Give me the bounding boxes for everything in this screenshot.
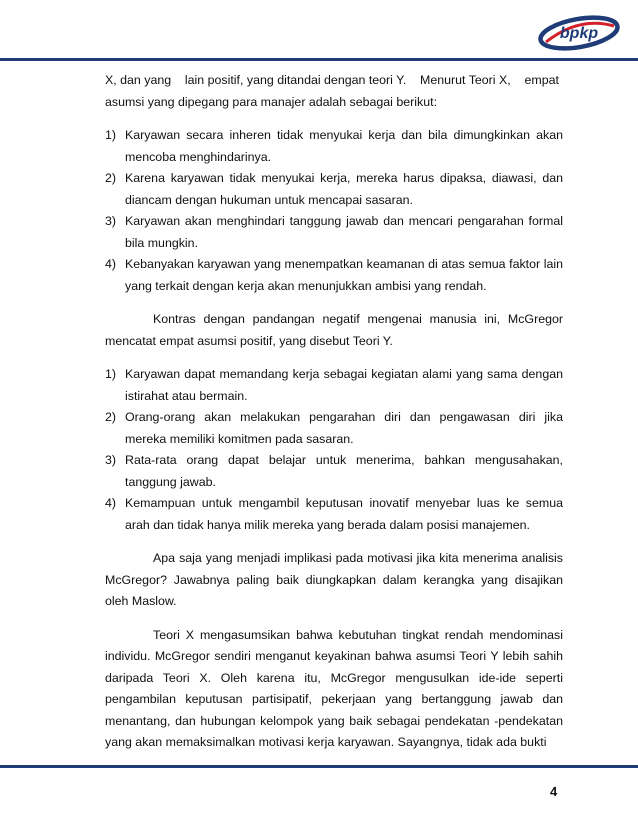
list-item bbox=[105, 407, 563, 450]
intro-line-2: asumsi yang dipegang para manajer adalah sebagai berikut: bbox=[105, 94, 438, 109]
list-text: Orang-orang akan melakukan pengarahan diri dan pengawasan diri jika mereka memiliki komitmen pada sasaran. bbox=[125, 410, 563, 446]
list-text: Karena karyawan tidak menyukai kerja, mereka harus dipaksa, diawasi, dan diancam dengan hukuman untuk mencapai sasaran. bbox=[125, 171, 563, 207]
list-number: 3) bbox=[105, 453, 117, 467]
teori-y-assumptions bbox=[105, 364, 563, 536]
intro-line-1: X, dan yang lain positif, yang ditandai dengan teori Y. Menurut Teori X, empat bbox=[105, 73, 559, 87]
teori-x-assumptions bbox=[105, 125, 563, 297]
header-rule bbox=[0, 58, 638, 61]
list-item bbox=[105, 168, 563, 211]
list-number: 2) bbox=[105, 171, 117, 185]
logo-text: bpkp bbox=[559, 25, 599, 42]
bpkp-logo bbox=[534, 12, 622, 54]
list-number: 4) bbox=[105, 257, 117, 271]
list-number: 1) bbox=[105, 128, 117, 142]
teori-x-paragraph: Teori X mengasumsikan bahwa kebutuhan tingkat rendah mendominasi individu. McGregor sendiri menganut keyakinan bahwa asumsi Teori Y lebih sahih daripada Teori X. Oleh karena itu, McGregor mengusulkan ide-ide seperti pengambilan keputusan partisipatif, pekerjaan yang bertanggung jawab dan menantang, dan hubungan kelompok yang baik sebagai pendekatan -pendekatan yang akan memaksimalkan motivasi kerja karyawan. Sayangnya, tidak ada bukti bbox=[105, 627, 563, 749]
list-item bbox=[105, 364, 563, 407]
list-text: Karyawan dapat memandang kerja sebagai kegiatan alami yang sama dengan istirahat atau bermain. bbox=[125, 367, 563, 403]
bpkp-logo-mark bbox=[534, 12, 622, 54]
page-number: 4 bbox=[550, 784, 558, 799]
list-item bbox=[105, 450, 563, 493]
list-number: 3) bbox=[105, 214, 117, 228]
list-number: 4) bbox=[105, 496, 117, 510]
list-text: Karyawan akan menghindari tanggung jawab dan mencari pengarahan formal bila mungkin. bbox=[125, 214, 563, 250]
page-content bbox=[105, 70, 563, 754]
list-item bbox=[105, 254, 563, 297]
list-number: 1) bbox=[105, 367, 117, 381]
contrast-paragraph: Kontras dengan pandangan negatif mengenai manusia ini, McGregor mencatat empat asumsi positif, yang disebut Teori Y. bbox=[105, 312, 563, 348]
list-text: Karyawan secara inheren tidak menyukai kerja dan bila dimungkinkan akan mencoba menghindarinya. bbox=[125, 128, 563, 164]
list-text: Kebanyakan karyawan yang menempatkan keamanan di atas semua faktor lain yang terkait dengan kerja akan menunjukkan ambisi yang rendah. bbox=[125, 257, 563, 293]
list-text: Kemampuan untuk mengambil keputusan inovatif menyebar luas ke semua arah dan tidak hanya milik mereka yang berada dalam posisi manajemen. bbox=[125, 496, 563, 532]
list-number: 2) bbox=[105, 410, 117, 424]
list-item bbox=[105, 493, 563, 536]
list-text: Rata-rata orang dapat belajar untuk menerima, bahkan mengusahakan, tanggung jawab. bbox=[125, 453, 563, 489]
footer-rule bbox=[0, 765, 638, 768]
list-item bbox=[105, 211, 563, 254]
implication-paragraph: Apa saja yang menjadi implikasi pada motivasi jika kita menerima analisis McGregor? Jawabnya paling baik diungkapkan dalam kerangka yang disajikan oleh Maslow. bbox=[105, 551, 563, 608]
list-item bbox=[105, 125, 563, 168]
